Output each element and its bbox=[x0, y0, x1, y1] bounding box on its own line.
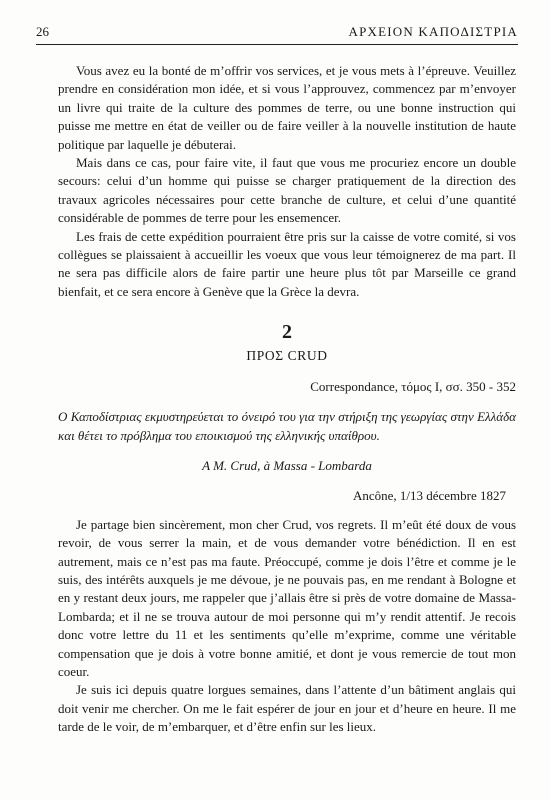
paragraph: Vous avez eu la bonté de m’offrir vos services, et je vous mets à l’épreuve. Veuillez prendre en considération mon idée, et si vous l’approuvez, commencez par m’envoyer un livre qui traite de la culture des pommes de terre, ou une bonne instruction qui puisse me mettre en état de veiller ou de faire veiller à la nouvelle institution de haute politique par laquelle je débuterai. bbox=[58, 63, 516, 152]
source-citation: Correspondance, τόμος I, σσ. 350 - 352 bbox=[310, 378, 516, 394]
paragraph: Je partage bien sincèrement, mon cher Crud, vos regrets. Il m’eût été doux de vous revoir, de vous serrer la main, et de vous demander votre bénédiction. Il en est autrement, mais ce n’est pas ma faute. Préoccupé, comme je dois l’être et comme je le suis, des intérêts auxquels je me dévoue, je ne pouvais pas, en me rendant à Bologne et en y restant deux jours, me rappeler que j’allais être si près de votre domaine de Massa-Lombarda; et il ne se trouva autour de moi personne qui m’y rendit attentif. Je recois donc votre lettre du 11 et les sentiments qu’elle m’exprime, comme une véritable compensation que je dois à votre bonne amitié, et dont je vous remercie de tout mon coeur. bbox=[58, 516, 516, 679]
paragraph: Mais dans ce cas, pour faire vite, il faut que vous me procuriez encore un double secours: celui d’un homme qui puisse se charger pratiquement de la direction des travaux agricoles nécessaires pour cette branche de culture, et celui d’une quantité considérable de pommes de terre pour les ensemencer. bbox=[58, 155, 516, 226]
page-header bbox=[36, 20, 518, 45]
paragraph: Je suis ici depuis quatre lorgues semaines, dans l’attente d’un bâtiment anglais qui doit venir me chercher. On me le fait espérer de jour en jour et d’heure en heure. Il me tarde de le voir, de m’embarquer, et d’être enfin sur les lieux. bbox=[58, 682, 516, 735]
section-title: ΠΡΟΣ CRUD bbox=[246, 348, 328, 364]
page-number: 26 bbox=[36, 24, 49, 39]
letter-addressee: A M. Crud, à Massa - Lombarda bbox=[202, 457, 372, 473]
running-title: ΑΡΧΕΙΟΝ ΚΑΠΟΔΙΣΤΡΙΑ bbox=[348, 24, 518, 39]
section-number: 2 bbox=[282, 321, 292, 344]
paragraph: Les frais de cette expédition pourraient être pris sur la caisse de votre comité, si vos collègues se plaissaient à accueillir les voeux que vous leur témoignerez de ma part. Il ne sera pas difficile alors de faire partir une heure plus tôt par Marseille ce grand bienfait, et ce sera encore à Genève que la Grèce la devra. bbox=[58, 228, 516, 299]
greek-summary: Ο Καποδίστριας εκμυστηρεύεται το όνειρό του για την στήριξη της γεωργίας στην Ελλάδα και θέτει το πρόβλημα του εποικισμού της ελληνικής υπαίθρου. bbox=[58, 409, 516, 443]
page-body bbox=[58, 62, 516, 737]
letter-dateline: Ancône, 1/13 décembre 1827 bbox=[352, 488, 506, 504]
